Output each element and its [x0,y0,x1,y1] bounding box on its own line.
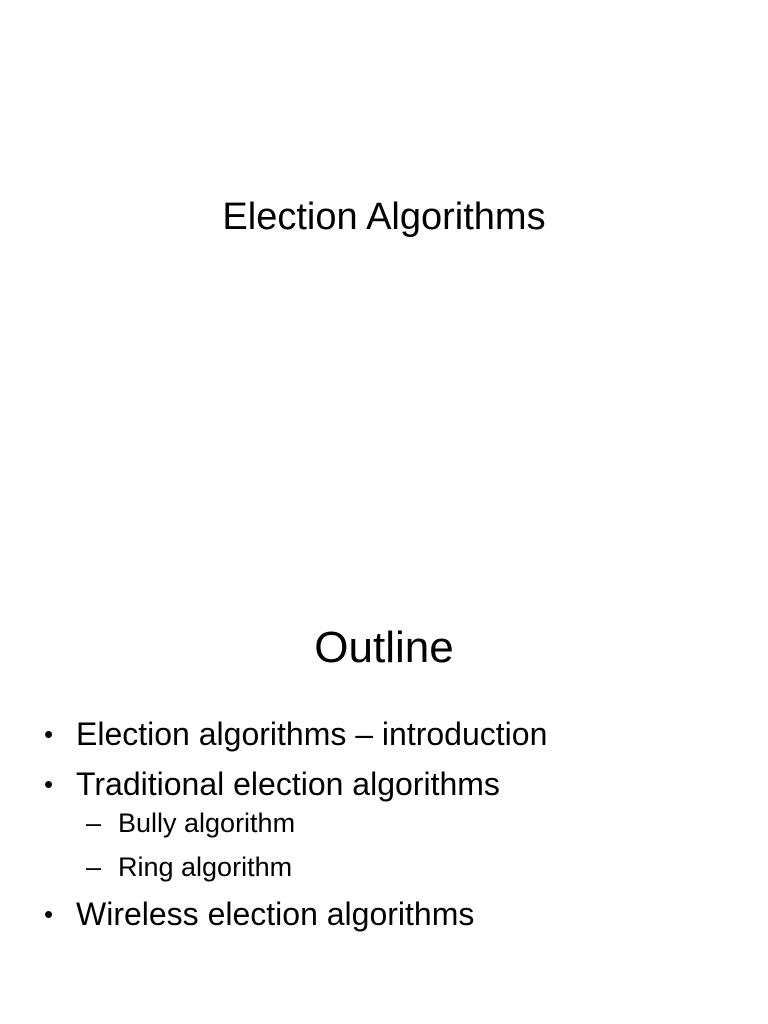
slide-outline [0,512,768,1024]
sub-list-item [86,850,744,884]
list-item-text: Traditional election algorithms [76,766,500,802]
list-item [44,894,744,934]
bullet-icon: • [44,769,54,799]
bullet-icon: • [44,899,54,929]
dash-icon: – [86,852,102,882]
sub-list-item-text: Ring algorithm [118,852,293,882]
sub-list [76,806,744,884]
outline-list [44,714,744,944]
slide-title: Election Algorithms [222,196,546,238]
outline-heading: Outline [314,623,454,672]
sub-list-item-text: Bully algorithm [118,808,296,838]
bullet-icon: • [44,719,54,749]
dash-icon: – [86,808,102,838]
sub-list-item [86,806,744,840]
list-item-text: Wireless election algorithms [76,896,475,932]
list-item [44,764,744,884]
list-item [44,714,744,754]
list-item-text: Election algorithms – introduction [76,716,548,752]
